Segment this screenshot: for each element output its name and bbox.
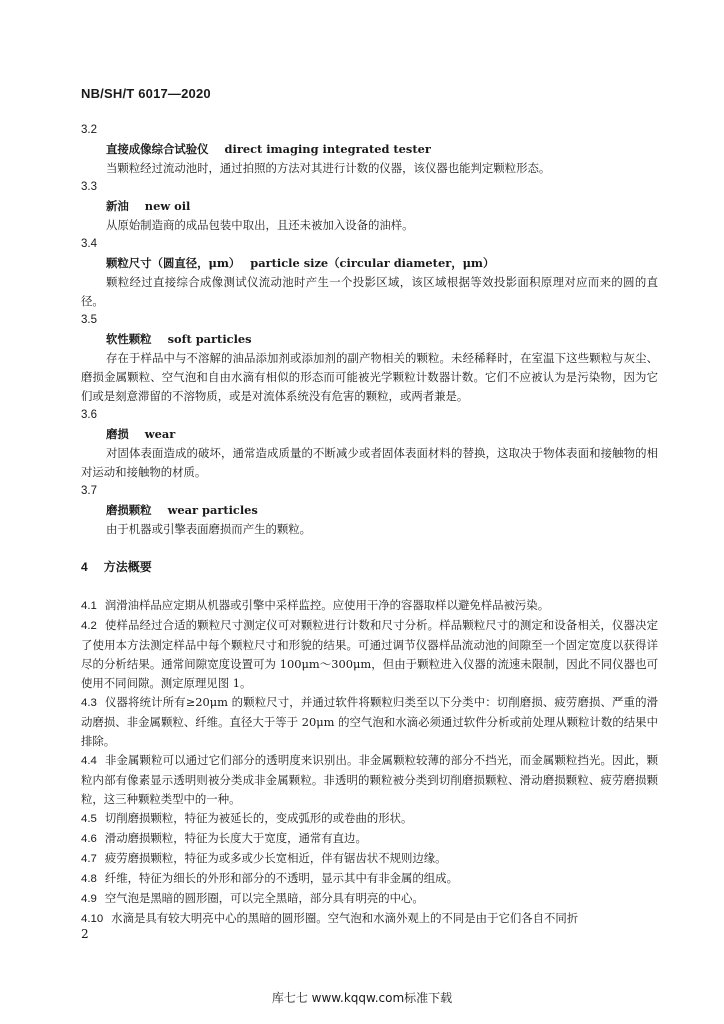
section-heading — [81, 558, 658, 577]
term-en: wear particles — [167, 503, 258, 517]
clause-text: 水滴是具有较大明亮中心的黑暗的圆形圈。空气泡和水滴外观上的不同是由于它们各自不同折 — [111, 911, 579, 925]
clause-text: 滑动磨损颗粒，特征为长度大于宽度，通常有直边。 — [104, 831, 367, 845]
clause-number: 3.7 — [81, 485, 97, 497]
clause-number: 4.9 — [81, 893, 97, 905]
clause-4-6 — [81, 829, 658, 849]
definition-3-2 — [81, 121, 658, 178]
term-zh: 颗粒尺寸（圆直径，μm） — [106, 256, 241, 270]
term-heading — [81, 197, 658, 216]
section-number: 4 — [81, 560, 88, 574]
clause-number: 3.5 — [81, 314, 97, 326]
clause-4-10 — [81, 909, 658, 929]
clause-text: 纤维，特征为细长的外形和部分的不透明，显示其中有非金属的组成。 — [104, 871, 458, 885]
clause-4-3 — [81, 693, 658, 751]
term-zh: 新油 — [106, 199, 129, 213]
clause-4-9 — [81, 889, 658, 909]
clause-text: 使样品经过合适的颗粒尺寸测定仪可对颗粒进行计数和尺寸分析。样品颗粒尺寸的测定和设备相关，仪器决定了使用本方法测定样品中每个颗粒尺寸和形貌的结果。可通过调节仪器样品流动池的间隙至一个固定宽度以获得详尽的分析结果。通常间隙宽度设置可为 100μm～300μm，但由于颗粒进入仪器的流速未限制，因此不同仪器也可使用不同间隙。测定原理见图 1。 — [81, 618, 658, 690]
definition-3-4 — [81, 235, 658, 311]
clause-number: 3.2 — [81, 124, 97, 136]
term-heading — [81, 140, 658, 159]
term-definition: 由于机器或引擎表面磨损而产生的颗粒。 — [106, 522, 312, 536]
clause-number: 4.4 — [81, 755, 97, 767]
clause-text: 空气泡是黑暗的圆形圈，可以完全黑暗，部分具有明亮的中心。 — [104, 891, 424, 905]
term-en: direct imaging integrated tester — [224, 142, 431, 156]
term-en: particle size（circular diameter，μm） — [250, 256, 495, 270]
download-footer: 库七七 www.kqqw.com标准下载 — [271, 991, 453, 1005]
clause-number: 3.4 — [81, 238, 97, 250]
clause-text: 润滑油样品应定期从机器或引擎中采样监控。应使用干净的容器取样以避免样品被污染。 — [104, 598, 550, 612]
clause-4-5 — [81, 809, 658, 829]
term-definition: 当颗粒经过流动池时，通过拍照的方法对其进行计数的仪器，该仪器也能判定颗粒形态。 — [106, 161, 551, 175]
clause-number: 4.2 — [81, 620, 97, 632]
clause-number: 4.10 — [81, 913, 104, 925]
term-definition: 颗粒经过直接综合成像测试仪流动池时产生一个投影区域，该区域根据等效投影面积原理对应而来的圆的直径。 — [81, 275, 658, 308]
term-zh: 磨损 — [106, 427, 129, 441]
clause-4-1 — [81, 596, 658, 616]
clause-text: 仪器将统计所有≥20μm 的颗粒尺寸，并通过软件将颗粒归类至以下分类中：切削磨损、疲劳磨损、严重的滑动磨损、非金属颗粒、纤维。直径大于等于 20μm 的空气泡和水滴必须通过软件分析或前处理从颗粒计数的结果中排除。 — [81, 695, 658, 748]
definition-3-5 — [81, 311, 658, 406]
term-zh: 磨损颗粒 — [106, 503, 152, 517]
clause-4-7 — [81, 849, 658, 869]
clause-text: 疲劳磨损颗粒，特征为或多或少长宽相近，伴有锯齿状不规则边缘。 — [104, 851, 447, 865]
standard-code-header: NB/SH/T 6017—2020 — [81, 86, 211, 101]
clause-text: 非金属颗粒可以通过它们部分的透明度来识别出。非金属颗粒较薄的部分不挡光，而金属颗粒挡光。因此，颗粒内部有像素显示透明则被分类成非金属颗粒。非透明的颗粒被分类到切削磨损颗粒、滑动磨损颗粒、疲劳磨损颗粒，这三种颗粒类型中的一种。 — [81, 753, 658, 806]
term-zh: 直接成像综合试验仪 — [106, 142, 209, 156]
clause-number: 4.6 — [81, 833, 97, 845]
clause-4-4 — [81, 751, 658, 809]
term-zh: 软性颗粒 — [106, 332, 152, 346]
term-en: wear — [144, 427, 176, 441]
definition-3-7 — [81, 482, 658, 539]
clause-number: 4.1 — [81, 600, 97, 612]
term-definition: 存在于样品中与不溶解的油品添加剂或添加剂的副产物相关的颗粒。未经稀释时，在室温下这些颗粒与灰尘、磨损金属颗粒、空气泡和自由水滴有相似的形态而可能被光学颗粒计数器计数。它们不应被认为是污染物，因为它们或是刻意滞留的不溶物质，或是对流体系统没有危害的颗粒，或两者兼是。 — [81, 351, 658, 403]
clause-text: 切削磨损颗粒，特征为被延长的，变成弧形的或卷曲的形状。 — [104, 811, 413, 825]
term-en: soft particles — [167, 332, 252, 346]
page-number: 2 — [81, 927, 89, 941]
term-heading — [81, 425, 658, 444]
clause-number: 3.6 — [81, 409, 97, 421]
clause-number: 4.5 — [81, 813, 97, 825]
clause-number: 4.3 — [81, 697, 97, 709]
clause-number: 4.8 — [81, 873, 97, 885]
clause-4-2 — [81, 616, 658, 693]
clause-number: 4.7 — [81, 853, 97, 865]
term-heading — [81, 330, 658, 349]
term-en: new oil — [144, 199, 191, 213]
page-content — [81, 121, 658, 929]
term-definition: 从原始制造商的成品包装中取出，且还未被加入设备的油样。 — [106, 218, 414, 232]
term-heading — [81, 254, 658, 273]
clause-number: 3.3 — [81, 181, 97, 193]
definition-3-3 — [81, 178, 658, 235]
clause-4-8 — [81, 869, 658, 889]
section-title: 方法概要 — [103, 560, 152, 574]
term-heading — [81, 501, 658, 520]
term-definition: 对固体表面造成的破坏，通常造成质量的不断减少或者固体表面材料的替换，这取决于物体表面和接触物的相对运动和接触物的材质。 — [81, 446, 658, 479]
definition-3-6 — [81, 406, 658, 482]
